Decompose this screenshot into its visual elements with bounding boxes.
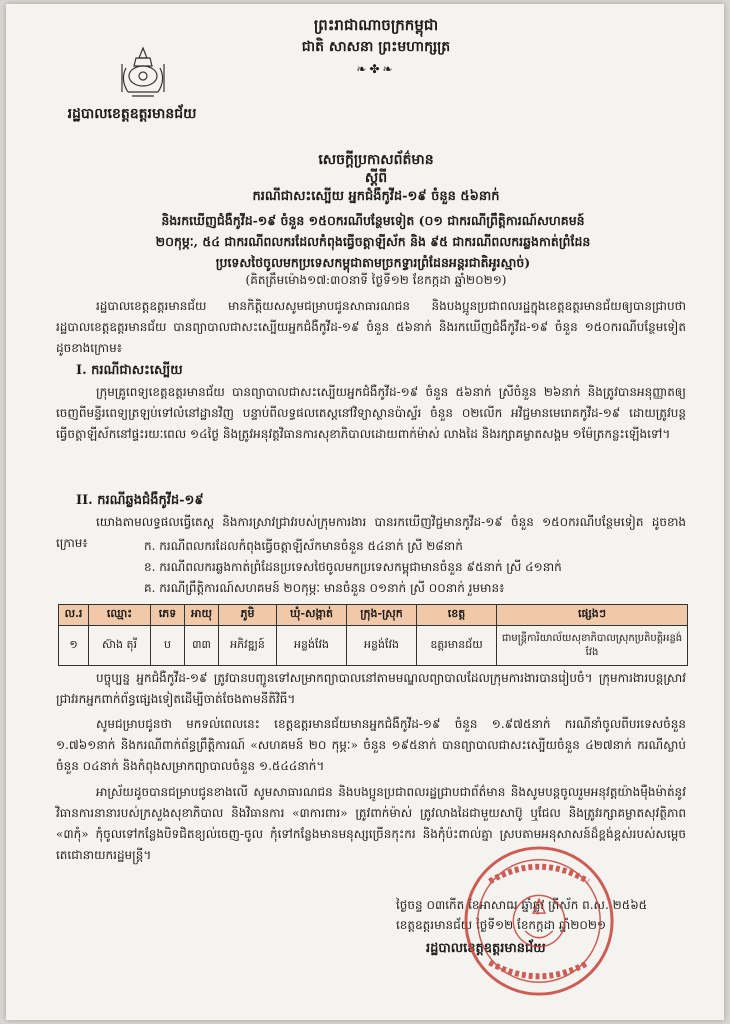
motto-ornament: ❧✤❧ [356, 62, 396, 76]
cumulative-paragraph: សូមជម្រាបជូនថា មកទល់ពេលនេះ ខេត្តឧត្តរមានជ័យមានអ្នកជំងឺកូវីដ-១៩ ចំនួន ១.៩៧៥នាក់ ករណីនាំចូលពីបរទេសចំនួន ១.៧៦១នាក់ និងករណីពាក់ព័ន្ធព្រឹត្តិការណ៍ «សហគមន៍ ២០ កុម្ភៈ» ចំនួន ១៩៥នាក់ បានព្យាបាលជាសះស្បើយចំនួន ៤២៧នាក់ ករណីស្លាប់ចំនួន ០៤នាក់ និងកំពុងសម្រាកព្យាបាលចំនួន ១.៥៤៤នាក់។ [56, 717, 686, 773]
official-seal-icon [460, 842, 618, 1000]
column-header: ខេត្ត [417, 605, 497, 626]
list-item: ក. ករណីពលករដែលកំពុងធ្វើចត្តាឡីស័កមានចំនួន ៥៤នាក់ ស្រី ២៨នាក់ [144, 539, 463, 553]
subject-label: ស្តីពី [364, 170, 388, 186]
table-row [59, 626, 688, 666]
column-header: ភេទ [151, 605, 185, 626]
column-header: អាយុ [185, 605, 219, 626]
column-header: ផ្សេងៗ [497, 605, 688, 626]
list-item: ខ. ករណីពលករឆ្លងកាត់ព្រំដែនប្រទេសថៃចូលមកប្រទេសកម្ពុជាមានចំនួន ៩៥នាក់ ស្រី ៤១នាក់ [144, 560, 562, 574]
royal-emblem-icon [114, 44, 172, 102]
title-line: ២០កុម្ភៈ, ៥៤ ជាករណីពលករដែលកំពុងធ្វើចត្តាឡីស័ក និង ៩៥ ជាករណីពលករឆ្លងកាត់ព្រំដែន [155, 234, 591, 249]
section-heading-infections: II. ករណីឆ្លងជំងឺកូវីដ-១៩ [76, 493, 204, 508]
document-page [6, 4, 724, 1020]
column-header: ល.រ [59, 605, 89, 626]
national-motto: ជាតិ សាសនា ព្រះមហាក្សត្រ [301, 39, 451, 55]
column-header: ភូមិ [219, 605, 277, 626]
table-cell: ១ [59, 626, 89, 666]
table-cell: ៣៣ [185, 626, 219, 666]
column-header: ក្រុង-ស្រុក [347, 605, 417, 626]
notice-title-details [58, 210, 688, 273]
notice-title: ករណីជាសះស្បើយ អ្នកជំងឺកូវីដ-១៩ ចំនួន ៥៦នាក់ [252, 189, 500, 204]
column-header: ឃុំ-សង្កាត់ [277, 605, 347, 626]
section-heading-recovered: I. ករណីជាសះស្បើយ [76, 363, 183, 378]
table-cell: ជាមន្ត្រីការិយាល័យសុខាភិបាលស្រុកប្រតិបត្តិអន្លង់វែង [497, 626, 688, 666]
recovered-paragraph: ក្រុមគ្រូពេទ្យខេត្តឧត្តរមានជ័យ បានព្យាបាលជាសះស្បើយអ្នកជំងឺកូវីដ-១៩ ចំនួន ៥៦នាក់ ស្រីចំនួន ២៦នាក់ និងត្រូវបានអនុញ្ញាតឲ្យចេញពីមន្ទីរពេទ្យត្រឡប់ទៅលំនៅដ្ឋានវិញ បន្ទាប់ពីលទ្ធផលតេស្តនៅវិទ្យាស្ថានប៉ាស្ទ័រ ចំនួន ០២លើក អវិជ្ជមានមេរោគកូវីដ-១៩ ដោយត្រូវបន្តធ្វើចត្តាឡីស័កនៅផ្ទះរយៈពេល ១៤ថ្ងៃ និងត្រូវអនុវត្តវិធានការសុខាភិបាលដោយពាក់ម៉ាស់ លាងដៃ និងរក្សាគម្លាតសង្គម ១ម៉ែត្រកន្លះឡើងទៅ។ [56, 385, 686, 441]
advice-paragraph: អាស្រ័យដូចបានជម្រាបជូនខាងលើ សូមសាធារណជន និងបងប្អូនប្រជាពលរដ្ឋជ្រាបជាព័ត៌មាន និងសូមបន្តចូលរួមអនុវត្តយ៉ាងម៉ឺងម៉ាត់នូវវិធានការនានារបស់ក្រសួងសុខាភិបាល និងវិធានការ «៣ការពារ» ត្រូវពាក់ម៉ាស់ ត្រូវលាងដៃជាមួយសាប៊ូ ឬជែល និងត្រូវរក្សាគម្លាតសុវត្ថិភាព «៣កុំ» កុំចូលទៅកន្លែងបិទជិតខ្យល់ចេញ-ចូល កុំទៅកន្លែងមានមនុស្សច្រើនកុះករ និងកុំប៉ះពាល់គ្នា ស្របតាមអនុសាសន៍ដ៏ខ្ពង់ខ្ពស់របស់សម្តេចតេជោនាយករដ្ឋមន្ត្រី។ [56, 785, 686, 862]
title-line: ប្រទេសថៃចូលមកប្រទេសកម្ពុជាតាមច្រកទ្វារព្រំដែនអន្តរជាតិអូរស្មាច់) [215, 255, 531, 270]
table-cell: អភិវឌ្ឍន៍ [219, 626, 277, 666]
kingdom-heading: ព្រះរាជាណាចក្រកម្ពុជា [313, 16, 439, 34]
document-type: សេចក្តីប្រកាសព័ត៌មាន [318, 152, 434, 168]
solar-date: ខេត្តឧត្តរមានជ័យ ថ្ងៃទី១២ ខែកក្កដា ឆ្នាំ២០២១ [396, 918, 607, 932]
table-cell: ស៊ាង តុរី [89, 626, 151, 666]
signatory: រដ្ឋបាលខេត្តឧត្តរមានជ័យ [426, 941, 546, 956]
table-cell: អន្លង់វែង [277, 626, 347, 666]
infections-paragraph: យោងតាមលទ្ធផលធ្វើតេស្ត និងការស្រាវជ្រាវរបស់ក្រុមការងារ បានរកឃើញវិជ្ជមានកូវីដ-១៩ ចំនួន ១៥០ករណីបន្ថែមទៀត ដូចខាងក្រោម៖ [56, 515, 686, 550]
table-header-row [59, 605, 688, 626]
lunar-date: ថ្ងៃចន្ទ ០៣កើត ខែអាសាឍ ឆ្នាំឆ្លូវ ត្រីស័ក ព.ស. ២៥៦៥ [396, 898, 648, 912]
column-header: ឈ្មោះ [89, 605, 151, 626]
reporting-period: (គិតត្រឹមម៉ោង១៧:៣០នាទី ថ្ងៃទី១២ ខែកក្កដា ឆ្នាំ២០២១) [245, 273, 507, 287]
list-item: គ. ករណីព្រឹត្តិការណ៍សហគមន៍ ២០កុម្ភៈ មានចំនួន ០១នាក់ ស្រី ០០នាក់ រួមមាន៖ [144, 581, 505, 595]
title-line: និងរកឃើញជំងឺកូវីដ-១៩ ចំនួន ១៥០ករណីបន្ថែមទៀត (០១ ជាករណីព្រឹត្តិការណ៍សហគមន៍ [161, 213, 585, 228]
table-cell: ឧត្តរមានជ័យ [417, 626, 497, 666]
issuing-authority: រដ្ឋបាលខេត្តឧត្តរមានជ័យ [67, 106, 197, 122]
table-cell: អន្លង់វែង [347, 626, 417, 666]
treatment-paragraph: បច្ចុប្បន្ន អ្នកជំងឺកូវីដ-១៩ ត្រូវបានបញ្ជូនទៅសម្រាកព្យាបាលនៅតាមមណ្ឌលព្យាបាលដែលក្រុមការងារបានរៀបចំ។ ក្រុមការងារបន្តស្រាវជ្រាវរកអ្នកពាក់ព័ន្ធផ្សេងទៀតដើម្បីចាត់ចែងតាមនីតិវិធី។ [56, 671, 686, 706]
case-table [58, 604, 688, 666]
table-cell: ប [151, 626, 185, 666]
intro-paragraph: រដ្ឋបាលខេត្តឧត្តរមានជ័យ មានកិត្តិយសសូមជម្រាបជូនសាធារណជន និងបងប្អូនប្រជាពលរដ្ឋក្នុងខេត្តឧត្តរមានជ័យឲ្យបានជ្រាបថា រដ្ឋបាលខេត្តឧត្តរមានជ័យ បានព្យាបាលជាសះស្បើយអ្នកជំងឺកូវីដ-១៩ ចំនួន ៥៦នាក់ និងរកឃើញជំងឺកូវីដ-១៩ ចំនួន ១៥០ករណីបន្ថែមទៀត ដូចខាងក្រោម៖ [56, 299, 686, 355]
